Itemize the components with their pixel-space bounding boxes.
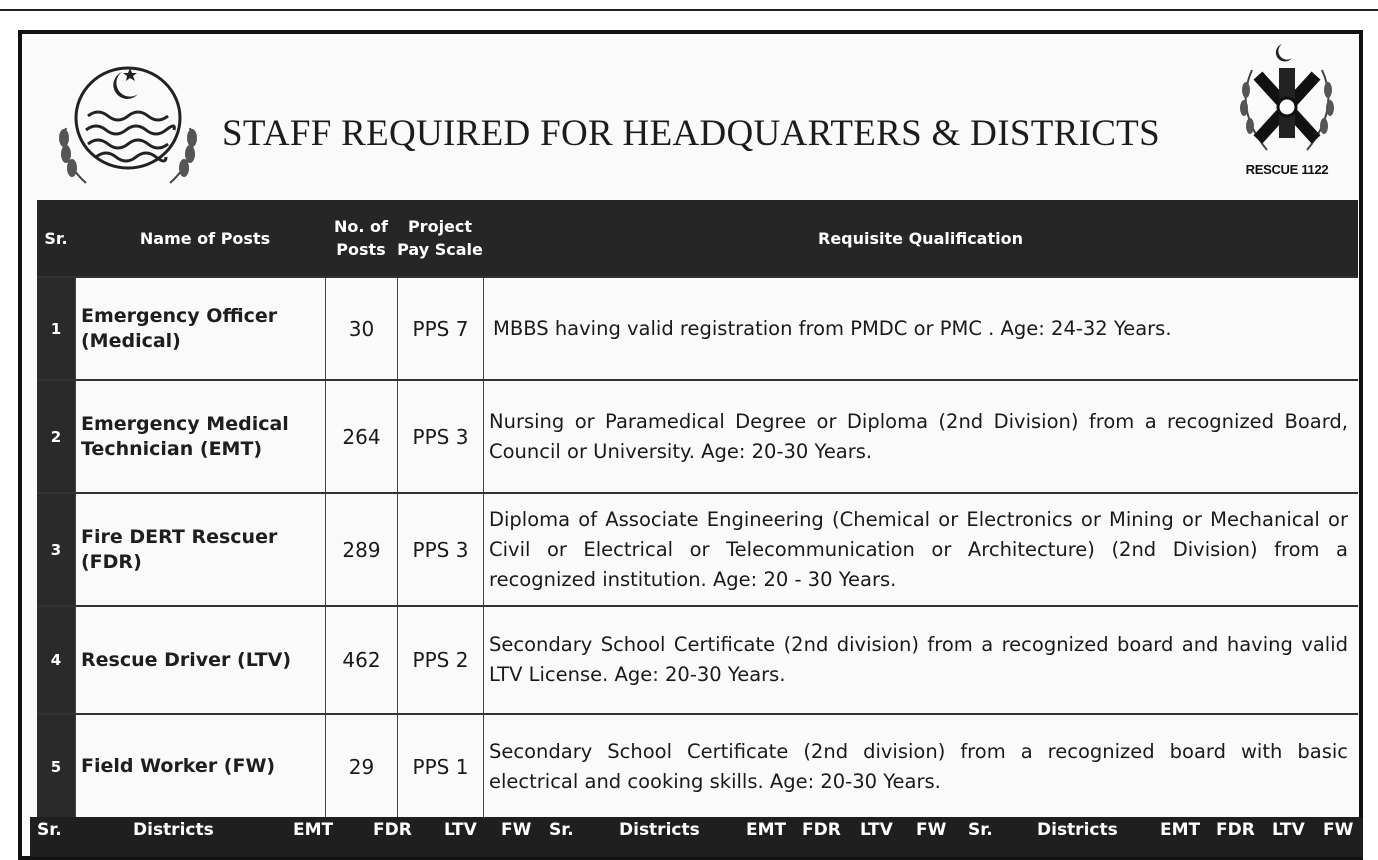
page-heading: STAFF REQUIRED FOR HEADQUARTERS & DISTRICTS bbox=[222, 113, 1160, 154]
rescue-1122-logo bbox=[1232, 40, 1342, 185]
table-row bbox=[37, 276, 1358, 379]
district-header-districts: Districts bbox=[133, 820, 214, 840]
row-sr: 4 bbox=[37, 607, 75, 713]
row-post-count: 264 bbox=[325, 381, 397, 492]
row-pay-scale: PPS 3 bbox=[397, 494, 483, 605]
row-qualification: Diploma of Associate Engineering (Chemical or Electronics or Mining or Mechanical or Civil or Electrical or Telecommunication or Architecture) (2nd Division) from a recognized institution. Age: 20 - 30 Years. bbox=[483, 494, 1358, 605]
row-post-count: 462 bbox=[325, 607, 397, 713]
row-pay-scale: PPS 3 bbox=[397, 381, 483, 492]
header-sr: Sr. bbox=[37, 200, 75, 276]
row-post-name: Rescue Driver (LTV) bbox=[75, 607, 325, 713]
district-header-fw: FW bbox=[916, 820, 947, 840]
row-post-name: Fire DERT Rescuer (FDR) bbox=[75, 494, 325, 605]
row-sr: 3 bbox=[37, 494, 75, 605]
district-header-fdr: FDR bbox=[802, 820, 841, 840]
district-header-ltv: LTV bbox=[444, 820, 477, 840]
header-pay-scale: Project Pay Scale bbox=[397, 200, 483, 276]
row-pay-scale: PPS 2 bbox=[397, 607, 483, 713]
district-header-fw: FW bbox=[1323, 820, 1354, 840]
top-rule bbox=[0, 9, 1378, 11]
row-post-count: 30 bbox=[325, 278, 397, 379]
table-row bbox=[37, 379, 1358, 492]
row-qualification: MBBS having valid registration from PMDC or PMC . Age: 24-32 Years. bbox=[483, 278, 1358, 379]
row-post-name: Field Worker (FW) bbox=[75, 715, 325, 818]
district-header-sr: Sr. bbox=[968, 820, 993, 840]
row-post-count: 29 bbox=[325, 715, 397, 818]
district-header-fw: FW bbox=[501, 820, 532, 840]
row-qualification: Nursing or Paramedical Degree or Diploma (2nd Division) from a recognized Board, Council or University. Age: 20-30 Years. bbox=[483, 381, 1358, 492]
district-header-emt: EMT bbox=[293, 820, 334, 840]
table-row bbox=[37, 713, 1358, 818]
district-header-districts: Districts bbox=[619, 820, 700, 840]
district-header-sr: Sr. bbox=[37, 820, 62, 840]
district-header-sr: Sr. bbox=[549, 820, 574, 840]
district-header-ltv: LTV bbox=[860, 820, 893, 840]
header-name-of-posts: Name of Posts bbox=[75, 200, 325, 276]
table-row bbox=[37, 605, 1358, 713]
header-no-of-posts: No. of Posts bbox=[325, 200, 397, 276]
table-row bbox=[37, 492, 1358, 605]
row-pay-scale: PPS 7 bbox=[397, 278, 483, 379]
district-header-fdr: FDR bbox=[373, 820, 412, 840]
district-header-emt: EMT bbox=[1160, 820, 1201, 840]
rescue-logo-caption: RESCUE 1122 bbox=[1245, 162, 1329, 177]
row-post-name: Emergency Officer (Medical) bbox=[75, 278, 325, 379]
rescue-emblem-icon bbox=[1232, 40, 1342, 160]
punjab-emblem-icon bbox=[52, 58, 204, 196]
row-sr: 1 bbox=[37, 278, 75, 379]
row-qualification: Secondary School Certificate (2nd division) from a recognized board and having valid LTV License. Age: 20-30 Years. bbox=[483, 607, 1358, 713]
row-post-count: 289 bbox=[325, 494, 397, 605]
row-sr: 2 bbox=[37, 381, 75, 492]
header-requisite-qualification: Requisite Qualification bbox=[483, 200, 1358, 276]
district-header-districts: Districts bbox=[1037, 820, 1118, 840]
district-header-ltv: LTV bbox=[1272, 820, 1305, 840]
row-sr: 5 bbox=[37, 715, 75, 818]
district-header-fdr: FDR bbox=[1216, 820, 1255, 840]
district-header-emt: EMT bbox=[746, 820, 787, 840]
row-qualification: Secondary School Certificate (2nd division) from a recognized board with basic electrical and cooking skills. Age: 20-30 Years. bbox=[483, 715, 1358, 818]
row-post-name: Emergency Medical Technician (EMT) bbox=[75, 381, 325, 492]
row-pay-scale: PPS 1 bbox=[397, 715, 483, 818]
district-table-header bbox=[30, 817, 1363, 857]
